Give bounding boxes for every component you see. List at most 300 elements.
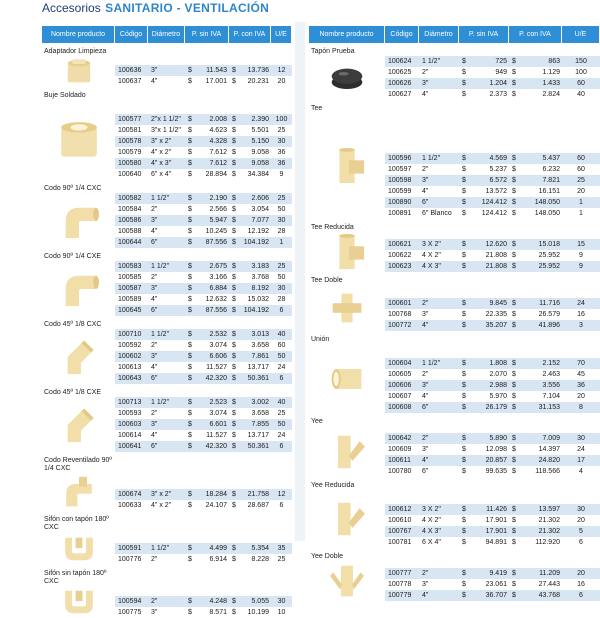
table-row <box>385 175 600 186</box>
currency-symbol: $ <box>188 502 192 509</box>
currency-symbol: $ <box>232 67 236 74</box>
units-per-pack-cell: 60 <box>577 155 585 162</box>
price-value: 5.354 <box>251 545 269 552</box>
code-cell: 100607 <box>388 393 412 400</box>
price-value: 7.855 <box>251 421 269 428</box>
price-without-vat-cell <box>459 188 509 195</box>
currency-symbol: $ <box>232 598 236 605</box>
diameter-cell: 1 1/2" <box>151 331 170 338</box>
diameter-cell: 4" x 2" <box>151 502 172 509</box>
tee-icon <box>311 232 383 272</box>
currency-symbol: $ <box>188 239 192 246</box>
price-value: 124.412 <box>481 199 507 206</box>
currency-symbol: $ <box>512 252 516 259</box>
price-value: 6.884 <box>209 285 227 292</box>
diameter-cell: 3" <box>422 382 429 389</box>
price-without-vat-cell <box>459 517 509 524</box>
currency-symbol: $ <box>462 446 466 453</box>
diameter-cell: 6" <box>151 375 158 382</box>
price-with-vat-cell <box>509 188 562 195</box>
code-cell: 100612 <box>388 506 412 513</box>
currency-symbol: $ <box>512 166 516 173</box>
diameter-cell: 6" <box>422 404 429 411</box>
units-per-pack-cell: 25 <box>277 195 286 202</box>
units-per-pack-cell: 25 <box>577 177 585 184</box>
diameter-cell: 6" <box>422 199 429 206</box>
price-without-vat-cell <box>459 252 509 259</box>
price-with-vat-cell <box>509 382 562 389</box>
diameter-cell: 4" <box>151 364 158 371</box>
price-with-vat-cell <box>229 443 271 450</box>
product-cell <box>42 319 115 384</box>
price-with-vat-cell <box>229 609 271 616</box>
price-value: 31.153 <box>538 404 560 411</box>
currency-symbol: $ <box>512 371 516 378</box>
diameter-cell: 2" <box>151 274 158 281</box>
currency-symbol: $ <box>188 375 192 382</box>
currency-symbol: $ <box>512 517 516 524</box>
currency-symbol: $ <box>232 410 236 417</box>
price-with-vat-cell <box>229 228 271 235</box>
price-value: 24.107 <box>205 502 227 509</box>
currency-symbol: $ <box>462 166 466 173</box>
product-name: Yee <box>311 418 323 425</box>
product-cell <box>42 387 115 452</box>
diameter-cell: 1 1/2" <box>151 195 170 202</box>
code-cell: 100593 <box>118 410 142 417</box>
currency-symbol: $ <box>232 171 236 178</box>
price-value: 5.237 <box>489 166 507 173</box>
product-group <box>42 248 292 316</box>
price-without-vat-cell <box>185 410 229 417</box>
units-per-pack-cell: 30 <box>277 217 286 224</box>
price-without-vat-cell <box>185 116 229 123</box>
units-per-pack-cell: 16 <box>577 581 585 588</box>
table-row <box>385 239 600 250</box>
currency-symbol: $ <box>462 517 466 524</box>
currency-symbol: $ <box>512 404 516 411</box>
currency-symbol: $ <box>188 206 192 213</box>
units-per-pack-cell: 4 <box>579 468 583 475</box>
price-without-vat-cell <box>459 300 509 307</box>
price-without-vat-cell <box>185 364 229 371</box>
table-row <box>115 489 292 500</box>
units-per-pack-cell: 150 <box>575 58 587 65</box>
currency-symbol: $ <box>232 160 236 167</box>
price-with-vat-cell <box>509 393 562 400</box>
column-header: Código <box>385 26 419 43</box>
price-without-vat-cell <box>185 307 229 314</box>
price-value: 7.821 <box>542 177 560 184</box>
diameter-cell: 2" <box>151 206 158 213</box>
price-without-vat-cell <box>459 263 509 270</box>
diameter-cell: 3" <box>151 285 158 292</box>
product-rows <box>115 568 292 618</box>
code-cell: 100587 <box>118 285 142 292</box>
price-value: 16.151 <box>538 188 560 195</box>
price-with-vat-cell <box>229 171 271 178</box>
currency-symbol: $ <box>188 410 192 417</box>
diameter-cell: 4" <box>422 322 429 329</box>
price-value: 13.717 <box>247 364 269 371</box>
price-without-vat-cell <box>459 404 509 411</box>
price-value: 2.606 <box>251 195 269 202</box>
price-value: 3.054 <box>251 206 269 213</box>
diameter-cell: 6" <box>151 307 158 314</box>
code-cell: 100713 <box>118 399 142 406</box>
price-without-vat-cell <box>185 78 229 85</box>
price-value: 6.601 <box>209 421 227 428</box>
currency-symbol: $ <box>188 285 192 292</box>
price-with-vat-cell <box>229 206 271 213</box>
price-without-vat-cell <box>459 528 509 535</box>
wye-icon <box>311 426 383 477</box>
table-row <box>385 153 600 164</box>
code-cell: 100610 <box>388 517 412 524</box>
price-value: 7.612 <box>209 149 227 156</box>
code-cell: 100768 <box>388 311 412 318</box>
currency-symbol: $ <box>462 177 466 184</box>
units-per-pack-cell: 36 <box>277 149 286 156</box>
currency-symbol: $ <box>232 206 236 213</box>
price-value: 7.104 <box>542 393 560 400</box>
product-rows <box>385 103 600 219</box>
price-value: 11.527 <box>206 364 227 371</box>
table-row <box>385 298 600 309</box>
price-value: 43.768 <box>538 592 560 599</box>
product-rows <box>385 551 600 601</box>
product-rows <box>385 416 600 477</box>
diameter-cell: 1 1/2" <box>151 263 170 270</box>
table-row <box>385 186 600 197</box>
column-header: Código <box>115 26 148 43</box>
price-value: 2.190 <box>209 195 227 202</box>
currency-symbol: $ <box>512 91 516 98</box>
code-cell: 100608 <box>388 404 412 411</box>
price-without-vat-cell <box>459 468 509 475</box>
units-per-pack-cell: 12 <box>277 491 286 498</box>
currency-symbol: $ <box>188 598 192 605</box>
price-value: 1.808 <box>489 360 507 367</box>
units-per-pack-cell: 100 <box>575 69 587 76</box>
code-cell: 100644 <box>118 239 142 246</box>
code-cell: 100606 <box>388 382 412 389</box>
price-value: 3.013 <box>251 331 269 338</box>
table-row <box>385 89 600 100</box>
product-rows <box>385 334 600 413</box>
code-cell: 100604 <box>388 360 412 367</box>
price-without-vat-cell <box>459 58 509 65</box>
product-name: Tee <box>311 105 323 112</box>
code-cell: 100589 <box>118 296 142 303</box>
product-name: Sifón con tapón 180º CXC <box>44 516 109 531</box>
price-value: 17.001 <box>205 78 227 85</box>
price-with-vat-cell <box>229 353 271 360</box>
code-cell: 100582 <box>118 195 142 202</box>
diameter-cell: 3" <box>422 311 429 318</box>
price-with-vat-cell <box>229 78 271 85</box>
price-value: 11.716 <box>539 300 560 307</box>
elbow-45-icon <box>44 329 113 384</box>
code-cell: 100622 <box>388 252 412 259</box>
units-per-pack-cell: 35 <box>277 545 286 552</box>
units-per-pack-cell: 9 <box>579 252 583 259</box>
column-divider <box>295 22 305 541</box>
product-cell <box>309 551 385 601</box>
price-with-vat-cell <box>229 138 271 145</box>
diameter-cell: 6" Blanco <box>422 210 452 217</box>
product-cell <box>309 480 385 548</box>
price-value: 112.920 <box>535 539 560 546</box>
price-with-vat-cell <box>229 217 271 224</box>
diameter-cell: 2" <box>422 371 429 378</box>
column-header: U/E <box>562 26 600 43</box>
price-value: 3.183 <box>251 263 269 270</box>
price-value: 3.658 <box>251 410 269 417</box>
code-cell: 100594 <box>118 598 142 605</box>
product-group <box>42 452 292 511</box>
price-without-vat-cell <box>185 206 229 213</box>
currency-symbol: $ <box>232 195 236 202</box>
currency-symbol: $ <box>188 171 192 178</box>
price-without-vat-cell <box>185 239 229 246</box>
price-value: 1.433 <box>542 80 560 87</box>
price-with-vat-cell <box>509 199 562 206</box>
page-title <box>42 0 269 16</box>
price-value: 4.623 <box>209 127 227 134</box>
column-header: P. sin IVA <box>459 26 509 43</box>
diameter-cell: 2" <box>151 342 158 349</box>
price-value: 35.207 <box>485 322 507 329</box>
price-with-vat-cell <box>509 252 562 259</box>
currency-symbol: $ <box>512 188 516 195</box>
price-value: 15.032 <box>247 296 269 303</box>
price-without-vat-cell <box>185 375 229 382</box>
price-with-vat-cell <box>229 195 271 202</box>
table-row <box>385 358 600 369</box>
right-price-table <box>309 26 600 599</box>
table-row <box>385 78 600 89</box>
code-cell: 100621 <box>388 241 412 248</box>
price-with-vat-cell <box>229 239 271 246</box>
price-with-vat-cell <box>509 517 562 524</box>
code-cell: 100624 <box>388 58 412 65</box>
table-row <box>385 444 600 455</box>
units-per-pack-cell: 40 <box>577 91 585 98</box>
units-per-pack-cell: 1 <box>579 199 583 206</box>
price-value: 13.717 <box>247 432 269 439</box>
price-value: 12.192 <box>247 228 269 235</box>
price-value: 2.070 <box>489 371 507 378</box>
code-cell: 100613 <box>118 364 142 371</box>
price-value: 13.736 <box>247 67 269 74</box>
currency-symbol: $ <box>188 609 192 616</box>
wye-icon <box>311 490 383 548</box>
price-with-vat-cell <box>229 285 271 292</box>
price-value: 50.361 <box>247 375 269 382</box>
table-row <box>115 543 292 554</box>
price-with-vat-cell <box>509 300 562 307</box>
price-value: 1.204 <box>489 80 507 87</box>
table-row <box>385 164 600 175</box>
price-without-vat-cell <box>185 598 229 605</box>
product-rows <box>115 455 292 511</box>
price-without-vat-cell <box>185 609 229 616</box>
currency-symbol: $ <box>462 468 466 475</box>
diameter-cell: 2" <box>422 166 429 173</box>
currency-symbol: $ <box>232 502 236 509</box>
currency-symbol: $ <box>188 67 192 74</box>
column-header: U/E <box>271 26 292 43</box>
code-cell: 100779 <box>388 592 412 599</box>
units-per-pack-cell: 3 <box>579 322 583 329</box>
trap-icon <box>44 586 113 618</box>
table-row <box>115 76 292 87</box>
price-without-vat-cell <box>459 311 509 318</box>
currency-symbol: $ <box>512 528 516 535</box>
price-value: 4.328 <box>209 138 227 145</box>
price-value: 21.758 <box>247 491 269 498</box>
diameter-cell: 2" <box>422 570 429 577</box>
table-row <box>115 294 292 305</box>
price-with-vat-cell <box>509 210 562 217</box>
units-per-pack-cell: 28 <box>277 296 286 303</box>
price-value: 9.845 <box>489 300 507 307</box>
table-row <box>385 208 600 219</box>
diameter-cell: 3" <box>151 217 158 224</box>
currency-symbol: $ <box>188 127 192 134</box>
units-per-pack-cell: 6 <box>579 592 583 599</box>
diameter-cell: 2"x 1 1/2" <box>151 116 181 123</box>
price-value: 104.192 <box>243 307 269 314</box>
price-value: 15.018 <box>538 241 560 248</box>
table-row <box>385 369 600 380</box>
diameter-cell: 6" <box>422 468 429 475</box>
diameter-cell: 4" x 3" <box>151 160 172 167</box>
price-with-vat-cell <box>229 149 271 156</box>
currency-symbol: $ <box>188 353 192 360</box>
price-value: 2.463 <box>542 371 560 378</box>
currency-symbol: $ <box>512 311 516 318</box>
table-row <box>115 362 292 373</box>
price-with-vat-cell <box>229 116 271 123</box>
table-row <box>115 554 292 565</box>
product-name: Adaptador Limpieza <box>44 48 107 55</box>
double-wye-icon <box>311 561 383 601</box>
currency-symbol: $ <box>188 545 192 552</box>
price-value: 5.970 <box>489 393 507 400</box>
code-cell: 100597 <box>388 166 412 173</box>
price-without-vat-cell <box>459 199 509 206</box>
price-without-vat-cell <box>459 581 509 588</box>
product-group <box>42 316 292 384</box>
product-name: Codo 45º 1/8 CXE <box>44 389 102 396</box>
code-cell: 100605 <box>388 371 412 378</box>
currency-symbol: $ <box>512 581 516 588</box>
price-without-vat-cell <box>459 241 509 248</box>
diameter-cell: 3" <box>422 177 429 184</box>
table-row <box>385 391 600 402</box>
table-row <box>115 596 292 607</box>
units-per-pack-cell: 6 <box>279 375 284 382</box>
currency-symbol: $ <box>232 116 236 123</box>
price-value: 18.284 <box>205 491 227 498</box>
elbow-45-icon <box>44 397 113 452</box>
code-cell: 100585 <box>118 274 142 281</box>
product-group <box>42 384 292 452</box>
diameter-cell: 4 X 2" <box>422 517 441 524</box>
code-cell: 100641 <box>118 443 142 450</box>
currency-symbol: $ <box>512 506 516 513</box>
table-row <box>385 261 600 272</box>
price-value: 2.523 <box>209 399 227 406</box>
table-row <box>115 441 292 452</box>
price-value: 14.397 <box>538 446 560 453</box>
product-cell <box>42 46 115 87</box>
price-value: 10.245 <box>205 228 227 235</box>
price-value: 148.050 <box>534 199 560 206</box>
product-rows <box>385 222 600 272</box>
currency-symbol: $ <box>232 491 236 498</box>
diameter-cell: 2" <box>422 69 429 76</box>
table-row <box>385 56 600 67</box>
diameter-cell: 4" <box>151 228 158 235</box>
price-with-vat-cell <box>509 435 562 442</box>
price-without-vat-cell <box>459 446 509 453</box>
price-value: 11.527 <box>206 432 227 439</box>
price-without-vat-cell <box>185 443 229 450</box>
diameter-cell: 1 1/2" <box>422 58 441 65</box>
code-cell: 100583 <box>118 263 142 270</box>
price-value: 2.152 <box>542 360 560 367</box>
table-row <box>115 340 292 351</box>
product-name: Yee Reducida <box>311 482 355 489</box>
units-per-pack-cell: 50 <box>277 206 286 213</box>
price-with-vat-cell <box>509 322 562 329</box>
table-row <box>385 579 600 590</box>
currency-symbol: $ <box>232 263 236 270</box>
currency-symbol: $ <box>462 91 466 98</box>
units-per-pack-cell: 20 <box>577 188 585 195</box>
code-cell: 100627 <box>388 91 412 98</box>
table-row <box>115 169 292 180</box>
price-value: 3.768 <box>251 274 269 281</box>
diameter-cell: 3" <box>151 421 158 428</box>
price-value: 5.437 <box>542 155 560 162</box>
currency-symbol: $ <box>462 188 466 195</box>
currency-symbol: $ <box>232 331 236 338</box>
currency-symbol: $ <box>512 263 516 270</box>
product-rows <box>115 183 292 248</box>
diameter-cell: 3" x 2" <box>151 491 172 498</box>
currency-symbol: $ <box>232 127 236 134</box>
currency-symbol: $ <box>462 382 466 389</box>
currency-symbol: $ <box>188 443 192 450</box>
currency-symbol: $ <box>232 307 236 314</box>
table-row <box>115 125 292 136</box>
units-per-pack-cell: 8 <box>579 404 583 411</box>
price-value: 725 <box>495 58 507 65</box>
diameter-cell: 2" <box>422 435 429 442</box>
currency-symbol: $ <box>462 252 466 259</box>
table-row <box>115 193 292 204</box>
diameter-cell: 3" x 2" <box>151 138 172 145</box>
table-row <box>385 380 600 391</box>
price-with-vat-cell <box>229 274 271 281</box>
diameter-cell: 4" <box>422 91 429 98</box>
product-name: Tee Doble <box>311 277 343 284</box>
diameter-cell: 6" <box>151 239 158 246</box>
